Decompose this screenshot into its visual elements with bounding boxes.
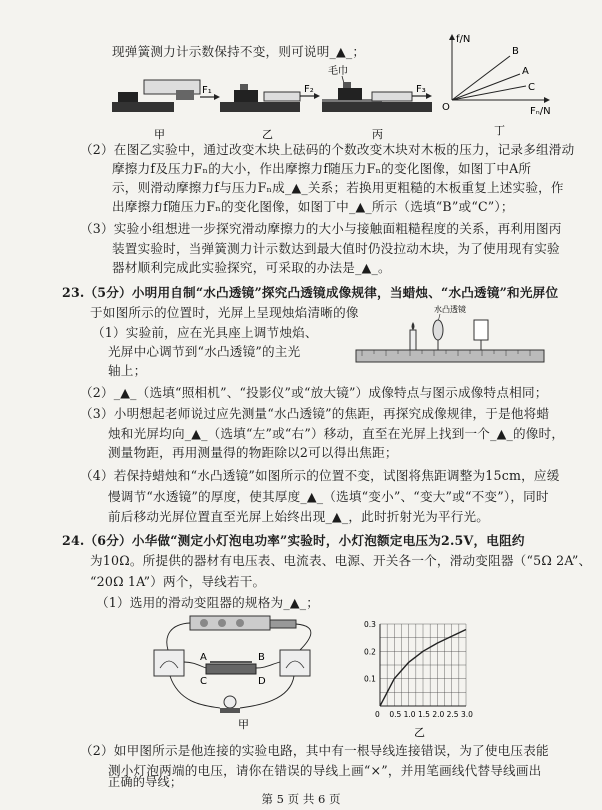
text-line: （3）实验小组想进一步探究滑动摩擦力的大小与接触面粗糙程度的关系，再利用图丙	[80, 221, 562, 236]
text-line: 轴上；	[108, 363, 147, 378]
block-jia	[118, 92, 138, 102]
y-tick-label: 0.3	[364, 620, 376, 629]
text-line: （2）如甲图所示是他连接的实验电路，其中有一根导线连接错误，为了使电压表能	[80, 743, 549, 758]
y-tick-label: 0.1	[364, 674, 376, 684]
x-tick-label: 1.5	[418, 710, 430, 719]
question-24-header: 24.（6分）小华做“测定小灯泡电功率”实验时，小灯泡额定电压为2.5V，电阻约	[62, 533, 525, 548]
spring-scale-yi	[264, 92, 300, 101]
text-line: （2）在图乙实验中，通过改变木块上砝码的个数改变木块对木板的压力，记录多组滑动	[80, 142, 575, 157]
fig-label-jia: 甲	[238, 718, 249, 730]
switch	[270, 620, 296, 628]
text-line: 光屏中心调节到“水凸透镜”的主光	[108, 344, 301, 359]
force-label-f3: F₃	[416, 84, 426, 95]
lens-label: 水凸透镜	[434, 305, 466, 314]
iu-chart	[362, 618, 474, 738]
force-label-f1: F₁	[202, 85, 212, 96]
friction-apparatus-figure	[110, 62, 440, 140]
optical-bench-figure	[352, 300, 548, 372]
board-bing	[322, 102, 432, 112]
question-23-header: 23.（5分）小明用自制“水凸透镜”探究凸透镜成像规律，当蜡烛、“水凸透镜”和光屏位	[62, 285, 559, 300]
x-tick-label: 3.0	[461, 710, 473, 719]
x-tick-label: 2.5	[446, 710, 459, 719]
fig-label-ding: 丁	[494, 124, 505, 137]
ammeter	[154, 650, 184, 676]
part-label-d: D	[258, 676, 266, 687]
x-tick-label: 0.5	[389, 710, 402, 719]
fig-label-bing: 丙	[372, 128, 383, 140]
text-line: （2）_▲_（选填“照相机”、“投影仪”或“放大镜”）成像特点与图示成像特点相同；	[80, 385, 548, 400]
line-b	[452, 56, 510, 100]
series-label-c: C	[528, 82, 535, 93]
force-label-f2: F₂	[304, 84, 314, 95]
x-tick-label: 2.0	[432, 710, 445, 719]
spring-scale-bing	[372, 92, 412, 101]
voltmeter	[280, 650, 310, 676]
part-label-b: B	[258, 652, 265, 663]
page-footer: 第 5 页 共 6 页	[261, 792, 341, 806]
text-line: 于如图所示的位置时，光屏上呈现烛焰清晰的像	[90, 305, 359, 320]
text-line: 为10Ω。所提供的器材有电压表、电流表、电源、开关各一个，滑动变阻器（“5Ω 2A”、	[90, 553, 592, 568]
y-tick-label: 0.2	[364, 647, 376, 657]
text-line: 器材顺利完成此实验探究，可采取的办法是_▲_。	[112, 260, 391, 275]
series-label-a: A	[522, 66, 529, 77]
graph-ylabel: f/N	[456, 34, 471, 45]
fig-label-yi: 乙	[262, 128, 273, 140]
series-label-b: B	[512, 46, 519, 57]
text-line: 出摩擦力f随压力Fₙ的变化图像，如图丁中_▲_所示（选填“B”或“C”）；	[112, 199, 514, 214]
line-a	[452, 74, 520, 100]
x-tick-label: 1.0	[403, 710, 416, 719]
text-line: 烛和光屏均向_▲_（选填“左”或“右”）移动，直至在光屏上找到一个_▲_的像时，	[108, 426, 565, 441]
graph-origin: O	[442, 102, 450, 113]
text-line: （4）若保持蜡烛和“水凸透镜”如图所示的位置不变，试图将焦距调整为15cm，应缓	[80, 468, 560, 483]
bulb	[224, 696, 236, 708]
rheostat	[206, 664, 256, 674]
friction-graph-ding	[440, 30, 560, 140]
part-label-c: C	[200, 676, 207, 687]
text-line: “20Ω 1A”）两个，导线若干。	[90, 574, 266, 589]
optical-bench-rail	[356, 350, 544, 362]
text-line: 测小灯泡两端的电压，请你在错误的导线上画“×”，并用笔画线代替导线画出	[108, 763, 542, 778]
graph-xlabel: Fₙ/N	[530, 106, 551, 117]
block-bing	[338, 88, 362, 100]
text-line: （3）小明想起老师说过应先测量“水凸透镜”的焦距，再探究成像规律，于是他将蜡	[80, 406, 550, 421]
candle	[410, 330, 416, 350]
text-line: 摩擦力f及压力Fₙ的大小，作出摩擦力f随压力Fₙ的变化图像，如图丁中A所	[112, 161, 532, 176]
circuit-figure-jia	[150, 610, 340, 730]
text-line: 装置实验时，当弹簧测力计示数达到最大值时仍没拉动木块，为了使用现有实验	[112, 241, 560, 256]
board-yi	[220, 102, 300, 112]
text-line: 慢调节“水透镜”的厚度，使其厚度_▲_（选填“变小”、“变大”或“不变”），同时	[108, 489, 549, 504]
text-line: 示，则滑动摩擦力f与压力Fₙ成_▲_关系；若换用更粗糙的木板重复上述实验，作	[112, 180, 564, 195]
board-jia	[112, 102, 174, 112]
fig-label-jia: 甲	[154, 128, 165, 140]
light-screen	[474, 320, 488, 340]
text-line: 前后移动光屏位置直至光屏上始终出现_▲_，此时折射光为平行光。	[108, 509, 490, 524]
part-label-a: A	[200, 652, 207, 663]
fig-label-yi: 乙	[414, 726, 425, 738]
block-yi	[234, 90, 258, 102]
x-tick-label: 0	[375, 710, 380, 719]
towel-label: 毛巾	[328, 66, 348, 77]
water-lens	[433, 320, 443, 340]
text-line: （1）实验前，应在光具座上调节烛焰、	[92, 325, 318, 340]
text-line: （1）选用的滑动变阻器的规格为_▲_；	[96, 595, 319, 610]
text-line: 测量物距，再用测量得的物距除以2可以得出焦距；	[108, 445, 398, 460]
line-c	[452, 86, 526, 100]
text-line: 正确的导线；	[108, 775, 183, 789]
text-line: 现弹簧测力计示数保持不变，则可说明_▲_；	[112, 44, 366, 59]
candle-flame	[412, 322, 415, 330]
